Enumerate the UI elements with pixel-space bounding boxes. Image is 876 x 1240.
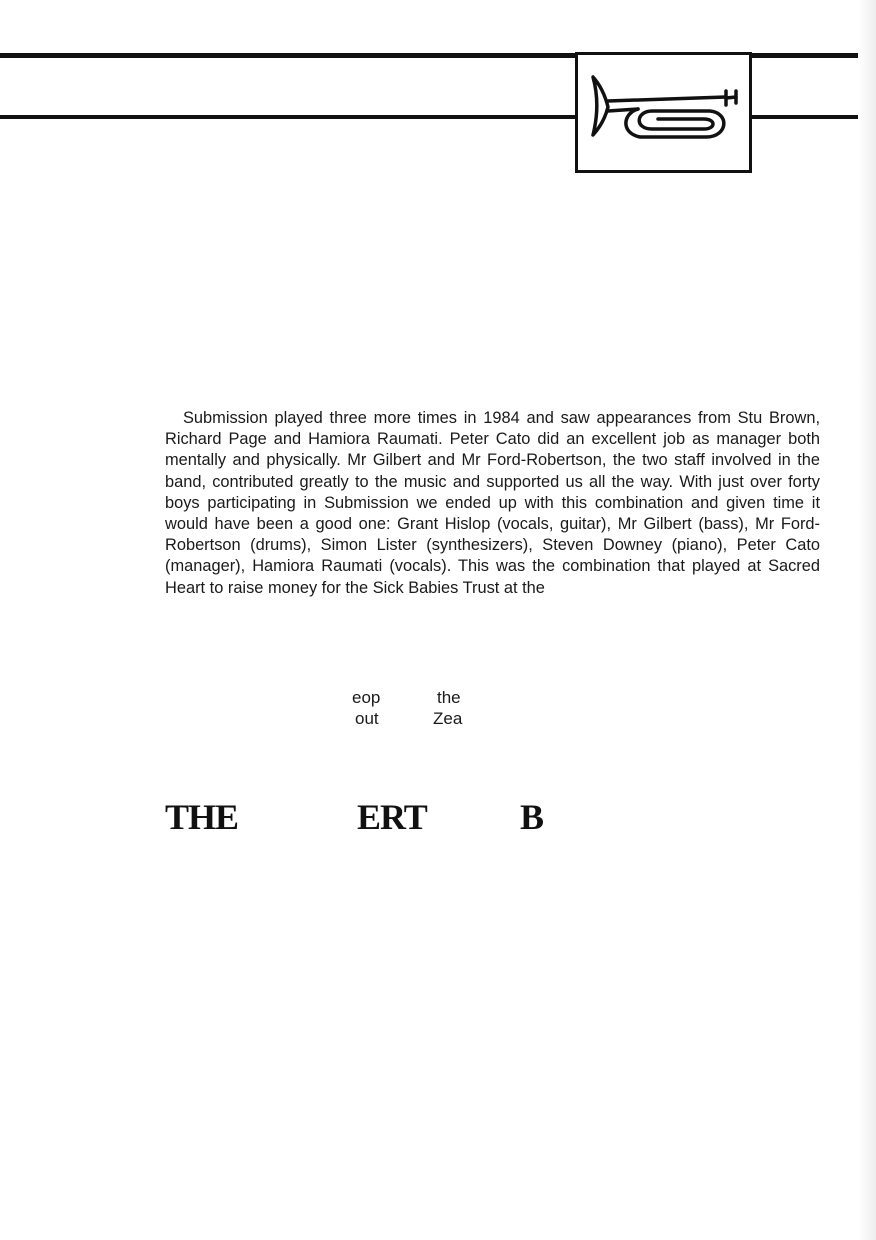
article-paragraph: Submission played three more times in 1984 and saw appearances from Stu Brown, Richard Page and Hamiora Raumati. Peter Cato did an excellent job as manager both mentally and physically. Mr Gilbert and Mr Ford-Robertson, the two staff involved in the band, contributed greatly to the music and supported us all the way. With just over forty boys participating in Submission we ended up with this combination and given time it would have been a good one: Grant Hislop (vocals, guitar), Mr Gilbert (bass), Mr Ford-Robertson (drums), Simon Lister (synthesizers), Steven Downey (piano), Peter Cato (manager), Hamiora Raumati (vocals). This was the combination that played at Sacred Heart to raise money for the Sick Babies Trust at the — [165, 409, 820, 597]
section-heading-word: B — [520, 797, 544, 837]
bugle-icon — [578, 55, 749, 170]
bugle-emblem-frame — [575, 52, 752, 173]
fragment-text: the — [437, 688, 461, 707]
fragment-text: eop — [352, 688, 381, 707]
page-edge-shadow — [858, 0, 876, 1240]
section-heading-word: ERT — [357, 797, 427, 837]
fragment-text: out — [355, 709, 379, 728]
section-heading-word: THE — [165, 797, 239, 837]
fragment-text: Zea — [433, 709, 463, 728]
